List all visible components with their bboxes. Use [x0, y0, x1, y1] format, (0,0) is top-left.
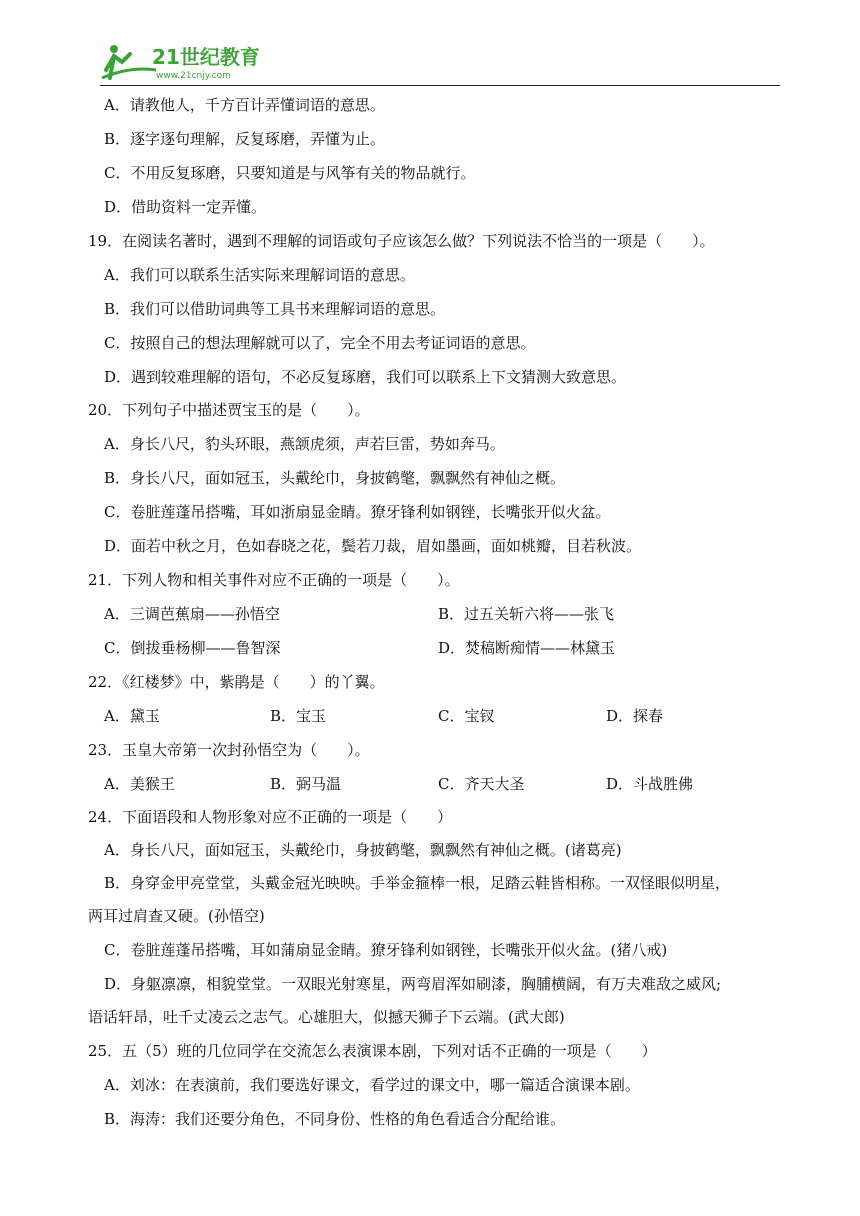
option-a: A．黛玉	[104, 707, 160, 725]
option-d: D．斗战胜佛	[606, 775, 694, 793]
option-line: C．按照自己的想法理解就可以了，完全不用去考证词语的意思。	[104, 334, 536, 352]
option-line: A．刘冰：在表演前，我们要选好课文，看学过的课文中，哪一篇适合演课本剧。	[104, 1076, 640, 1094]
option-line: C．卷脏莲蓬吊搭嘴，耳如浙扇显金睛。獠牙锋利如钢锉，长嘴张开似火盆。	[104, 503, 611, 521]
page-header	[0, 0, 860, 90]
option-line: B．身穿金甲亮堂堂，头戴金冠光映映。手举金箍棒一根，足踏云鞋皆相称。一双怪眼似明星，	[104, 874, 731, 892]
option-line: C．卷脏莲蓬吊搭嘴，耳如蒲扇显金睛。獠牙锋利如钢锉，长嘴张开似火盆。(猪八戒)	[104, 941, 668, 959]
option-continuation: 语话轩昂，吐千丈凌云之志气。心雄胆大，似撼天狮子下云端。(武大郎)	[88, 1008, 565, 1026]
question-stem: 20．下列句子中描述贾宝玉的是（ ）。	[88, 401, 370, 419]
option-line: C．不用反复琢磨，只要知道是与风筝有关的物品就行。	[104, 164, 476, 182]
option-line: B．海涛：我们还要分角色，不同身份、性格的角色看适合分配给谁。	[104, 1110, 566, 1128]
option-line: A．请教他人，千方百计弄懂词语的意思。	[104, 96, 385, 114]
runner-icon	[102, 45, 156, 78]
option-line: A．身长八尺，豹头环眼，燕颔虎须，声若巨雷，势如奔马。	[104, 435, 505, 453]
option-line: D．遇到较难理解的语句，不必反复琢磨，我们可以联系上下文猜测大致意思。	[104, 368, 627, 386]
option-b: B．弼马温	[270, 775, 342, 793]
logo-text: 21世纪教育	[152, 45, 260, 69]
option-line: D．身躯凛凛，相貌堂堂。一双眼光射寒星，两弯眉浑如刷漆，胸脯横阔，有万夫难敌之威风;	[104, 975, 722, 993]
option-line: A．我们可以联系生活实际来理解词语的意思。	[104, 266, 415, 284]
option-b: B．宝玉	[270, 707, 327, 725]
option-c: C．宝钗	[438, 707, 495, 725]
option-a: A．三调芭蕉扇——孙悟空	[104, 605, 280, 623]
option-line: A．身长八尺，面如冠玉，头戴纶巾，身披鹤氅，飘飘然有神仙之概。(诸葛亮)	[104, 841, 622, 859]
option-c: C．倒拔垂杨柳——鲁智深	[104, 639, 281, 657]
question-stem: 24．下面语段和人物形象对应不正确的一项是（ ）	[88, 808, 453, 826]
option-line: D．借助资料一定弄懂。	[104, 198, 267, 216]
question-stem: 22．《红楼梦》中，紫鹃是（ ）的丫翼。	[88, 673, 385, 691]
question-stem: 23．玉皇大帝第一次封孙悟空为（ ）。	[88, 741, 370, 759]
option-d: D．焚稿断痴情——林黛玉	[438, 639, 616, 657]
option-line: B．逐字逐句理解，反复琢磨，弄懂为止。	[104, 130, 386, 148]
question-stem: 25．五（5）班的几位同学在交流怎么表演课本剧，下列对话不正确的一项是（ ）	[88, 1042, 657, 1060]
option-continuation: 两耳过肩查又硬。(孙悟空)	[88, 907, 265, 925]
header-rule	[100, 85, 780, 86]
option-line: B．我们可以借助词典等工具书来理解词语的意思。	[104, 300, 446, 318]
option-d: D．探春	[606, 707, 664, 725]
logo-url-text: www.21cnjy.com	[156, 71, 231, 81]
option-b: B．过五关斩六将——张飞	[438, 605, 615, 623]
option-line: D．面若中秋之月，色如春晓之花，鬓若刀裁，眉如墨画，面如桃瓣，目若秋波。	[104, 537, 642, 555]
option-c: C．齐天大圣	[438, 775, 525, 793]
option-line: B．身长八尺，面如冠玉，头戴纶巾，身披鹤氅，飘飘然有神仙之概。	[104, 469, 566, 487]
site-logo	[100, 40, 290, 82]
option-a: A．美猴王	[104, 775, 175, 793]
question-stem: 19．在阅读名著时，遇到不理解的词语或句子应该怎么做？下列说法不恰当的一项是（ ）。	[88, 232, 715, 250]
question-stem: 21．下列人物和相关事件对应不正确的一项是（ ）。	[88, 571, 460, 589]
